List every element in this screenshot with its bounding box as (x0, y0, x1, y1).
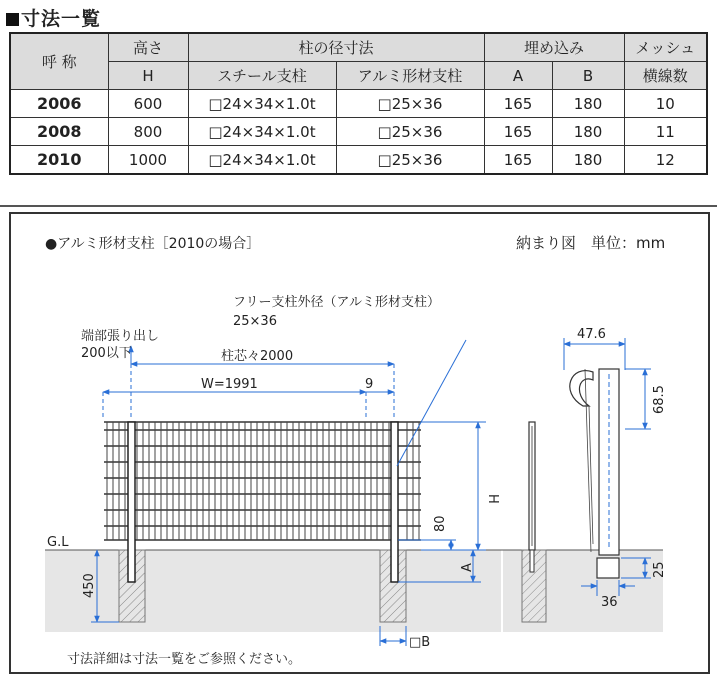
col-height: 高さ (108, 33, 188, 62)
col-name: 呼 称 (10, 33, 108, 90)
diagram-title: ●アルミ形材支柱［2010の場合］ (45, 236, 261, 252)
cell-b: 180 (552, 90, 624, 118)
table-row (10, 146, 707, 175)
side-dim-36: 36 (601, 595, 618, 610)
col-mesh: メッシュ (624, 33, 707, 62)
gl-label: G.L (47, 535, 69, 550)
cell-model: 2010 (10, 146, 108, 175)
table-row (10, 90, 707, 118)
cell-alu: □25×36 (336, 146, 484, 175)
dim-b-label: □B (409, 635, 431, 650)
cell-a: 165 (484, 118, 552, 146)
side-dim-68-5: 68.5 (652, 385, 667, 414)
cell-b: 180 (552, 118, 624, 146)
cell-mesh: 11 (624, 118, 707, 146)
cell-mesh: 10 (624, 90, 707, 118)
installation-diagram (11, 214, 708, 672)
post-left (128, 422, 135, 582)
square-bullet-icon (6, 13, 19, 26)
cell-model: 2008 (10, 118, 108, 146)
cell-alu: □25×36 (336, 90, 484, 118)
footnote: 寸法詳細は寸法一覧をご参照ください。 (67, 652, 302, 667)
end-overhang-label: 端部張り出し (81, 329, 160, 344)
post-cross-section-detail (570, 369, 619, 578)
table-row (10, 118, 707, 146)
post-right (391, 422, 398, 582)
installation-diagram-panel (9, 212, 710, 674)
free-post-label: フリー支柱外径（アルミ形材支柱） (233, 295, 440, 310)
cell-steel: □24×34×1.0t (188, 118, 336, 146)
col-a: A (484, 62, 552, 90)
dim-450-label: 450 (82, 573, 97, 598)
cell-h: 600 (108, 90, 188, 118)
section-divider (0, 205, 717, 207)
cell-h: 800 (108, 118, 188, 146)
cell-a: 165 (484, 90, 552, 118)
col-height-sym: H (108, 62, 188, 90)
end-overhang-value: 200以下 (81, 346, 132, 361)
col-post: 柱の径寸法 (188, 33, 484, 62)
cell-model: 2006 (10, 90, 108, 118)
mesh-verticals (107, 422, 419, 540)
cell-a: 165 (484, 146, 552, 175)
col-steel: スチール支柱 (188, 62, 336, 90)
dimension-table (9, 32, 708, 175)
dim-80-label: 80 (433, 515, 448, 532)
side-view-fence (529, 422, 535, 572)
side-dim-47-6: 47.6 (577, 327, 606, 342)
h-label: H (485, 494, 500, 504)
col-alu: アルミ形材支柱 (336, 62, 484, 90)
cell-alu: □25×36 (336, 118, 484, 146)
dim-a-label: A (460, 563, 475, 572)
col-mesh-lines: 横線数 (624, 62, 707, 90)
cell-b: 180 (552, 146, 624, 175)
table-title: 寸法一覧 (6, 4, 101, 31)
width-label: W=1991 (201, 377, 258, 392)
free-post-dim: 25×36 (233, 314, 277, 329)
ground-area (45, 550, 501, 632)
col-b: B (552, 62, 624, 90)
diagram-unit-label: 納まり図 単位：mm (516, 234, 666, 252)
cell-steel: □24×34×1.0t (188, 90, 336, 118)
side-dim-25: 25 (652, 561, 667, 578)
col-embed: 埋め込み (484, 33, 624, 62)
gap-label: 9 (365, 377, 374, 392)
cell-steel: □24×34×1.0t (188, 146, 336, 175)
cell-mesh: 12 (624, 146, 707, 175)
cell-h: 1000 (108, 146, 188, 175)
post-pitch-label: 柱芯々2000 (221, 349, 294, 364)
